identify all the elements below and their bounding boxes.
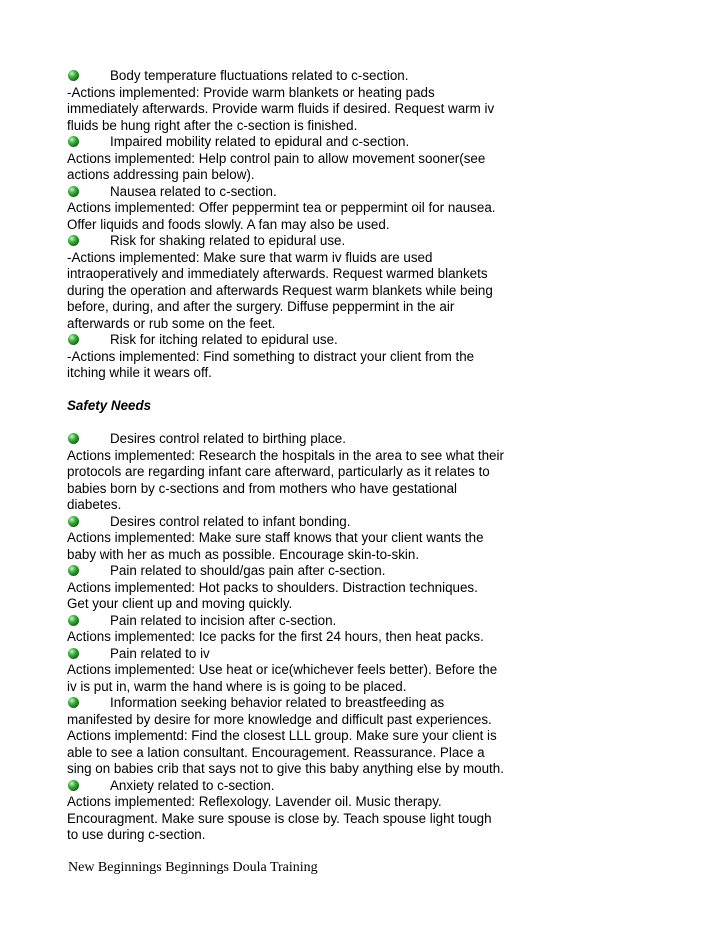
bullet-item bbox=[67, 514, 547, 531]
green-bullet-icon bbox=[68, 615, 79, 626]
action-text-line: Encouragment. Make sure spouse is close by. Teach spouse light tough bbox=[67, 810, 492, 826]
diagnosis-title: Risk for shaking related to epidural use. bbox=[110, 233, 346, 248]
diagnosis-title: Information seeking behavior related to breastfeeding as bbox=[110, 695, 445, 710]
action-text-line: immediately afterwards. Provide warm fluids if desired. Request warm iv bbox=[67, 101, 495, 116]
green-bullet-icon bbox=[68, 136, 79, 147]
green-bullet-icon bbox=[68, 516, 79, 527]
action-text-line: manifested by desire for more knowledge and difficult past experiences. bbox=[67, 711, 492, 727]
diagnosis-title: Risk for itching related to epidural use. bbox=[110, 332, 338, 347]
bullet-item bbox=[67, 134, 547, 151]
green-bullet-icon bbox=[68, 70, 79, 81]
action-text-line: before, during, and after the surgery. Diffuse peppermint in the air bbox=[67, 299, 455, 314]
action-text-line: Actions implemented: Help control pain to allow movement sooner(see bbox=[67, 150, 486, 166]
action-text-line: -Actions implemented: Provide warm blankets or heating pads bbox=[67, 84, 435, 100]
bullet-item bbox=[67, 778, 547, 795]
section-heading: Safety Needs bbox=[67, 398, 152, 413]
bullet-item bbox=[67, 332, 547, 349]
bullet-item bbox=[67, 695, 547, 712]
section-physical-needs bbox=[67, 68, 547, 382]
action-text-line: Actions implemented: Make sure staff knows that your client wants the bbox=[67, 530, 484, 545]
diagnosis-title: Impaired mobility related to epidural and c-section. bbox=[110, 134, 410, 149]
diagnosis-title: Pain related to incision after c-section. bbox=[110, 612, 337, 628]
spacer bbox=[67, 382, 547, 399]
action-text-line: baby with her as much as possible. Encourage skin-to-skin. bbox=[67, 546, 420, 562]
diagnosis-title: Desires control related to infant bonding. bbox=[110, 513, 351, 529]
action-text-line: during the operation and afterwards Request warm blankets while being bbox=[67, 282, 493, 298]
bullet-item bbox=[67, 646, 547, 663]
action-text-line: afterwards or rub some on the feet. bbox=[67, 315, 276, 331]
action-text-line: able to see a lation consultant. Encouragement. Reassurance. Place a bbox=[67, 744, 485, 760]
diagnosis-title: Pain related to should/gas pain after c-section. bbox=[110, 563, 386, 578]
diagnosis-title: Pain related to iv bbox=[110, 645, 210, 661]
action-text-line: intraoperatively and immediately afterwards. Request warmed blankets bbox=[67, 266, 488, 281]
bullet-item bbox=[67, 431, 547, 448]
bullet-item bbox=[67, 184, 547, 201]
green-bullet-icon bbox=[68, 780, 79, 791]
diagnosis-title: Body temperature fluctuations related to c-section. bbox=[110, 68, 409, 83]
document-body bbox=[67, 68, 547, 844]
action-text-line: Actions implementd: Find the closest LLL group. Make sure your client is bbox=[67, 728, 497, 743]
page-footer: New Beginnings Beginnings Doula Training bbox=[68, 860, 318, 875]
action-text-line: Get your client up and moving quickly. bbox=[67, 596, 293, 611]
action-text-line: Actions implemented: Reflexology. Lavender oil. Music therapy. bbox=[67, 794, 442, 809]
bullet-item bbox=[67, 233, 547, 250]
action-text-line: actions addressing pain below). bbox=[67, 167, 255, 182]
action-text-line: Actions implemented: Offer peppermint tea or peppermint oil for nausea. bbox=[67, 200, 496, 215]
action-text-line: -Actions implemented: Find something to distract your client from the bbox=[67, 348, 475, 364]
green-bullet-icon bbox=[68, 433, 79, 444]
diagnosis-title: Desires control related to birthing place. bbox=[110, 431, 346, 446]
green-bullet-icon bbox=[68, 186, 79, 197]
action-text-line: iv is put in, warm the hand where is is going to be placed. bbox=[67, 678, 407, 694]
action-text-line: Actions implemented: Research the hospitals in the area to see what their bbox=[67, 447, 504, 463]
section-safety-needs bbox=[67, 431, 547, 844]
action-text-line: Actions implemented: Use heat or ice(whichever feels better). Before the bbox=[67, 662, 498, 677]
action-text-line: to use during c-section. bbox=[67, 827, 206, 842]
action-text-line: babies born by c-sections and from mothers who have gestational bbox=[67, 480, 458, 496]
spacer bbox=[67, 415, 547, 432]
green-bullet-icon bbox=[68, 697, 79, 708]
action-text-line: Actions implemented: Ice packs for the first 24 hours, then heat packs. bbox=[67, 629, 484, 644]
action-text-line: diabetes. bbox=[67, 497, 122, 512]
action-text-line: Actions implemented: Hot packs to shoulders. Distraction techniques. bbox=[67, 579, 478, 595]
action-text-line: fluids be hung right after the c-section is finished. bbox=[67, 117, 358, 133]
green-bullet-icon bbox=[68, 648, 79, 659]
bullet-item bbox=[67, 613, 547, 630]
green-bullet-icon bbox=[68, 334, 79, 345]
action-text-line: Offer liquids and foods slowly. A fan may also be used. bbox=[67, 216, 390, 232]
bullet-item bbox=[67, 68, 547, 85]
green-bullet-icon bbox=[68, 235, 79, 246]
action-text-line: protocols are regarding infant care afterward, particularly as it relates to bbox=[67, 464, 490, 479]
action-text-line: -Actions implemented: Make sure that warm iv fluids are used bbox=[67, 249, 433, 265]
diagnosis-title: Nausea related to c-section. bbox=[110, 183, 277, 199]
diagnosis-title: Anxiety related to c-section. bbox=[110, 777, 275, 793]
action-text-line: itching while it wears off. bbox=[67, 365, 212, 380]
green-bullet-icon bbox=[68, 565, 79, 576]
bullet-item bbox=[67, 563, 547, 580]
action-text-line: sing on babies crib that says not to give this baby anything else by mouth. bbox=[67, 761, 504, 776]
